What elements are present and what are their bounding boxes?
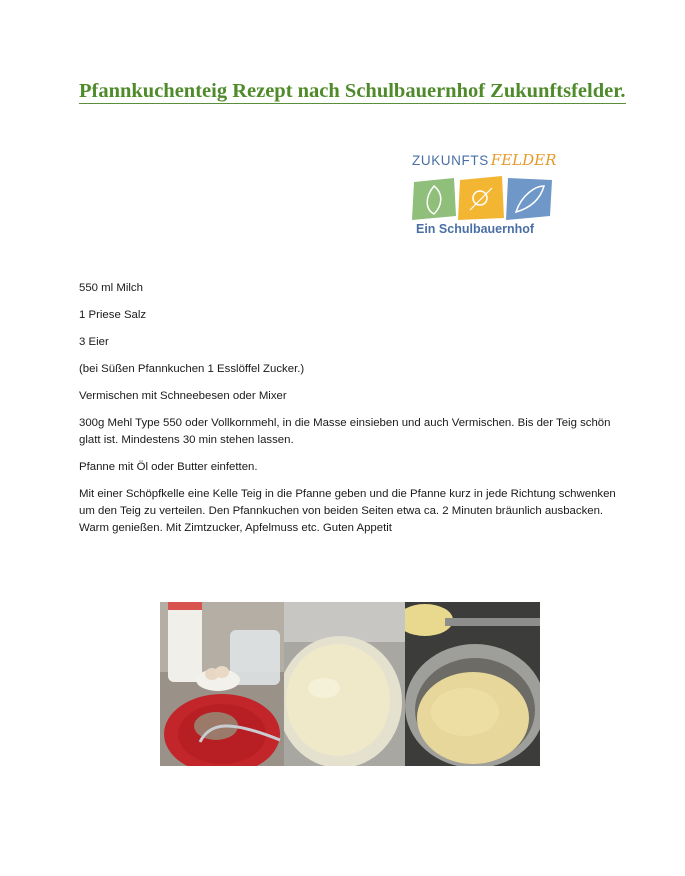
- ingredient-milk: 550 ml Milch: [79, 282, 143, 294]
- logo-subtitle: Ein Schulbauernhof: [416, 222, 535, 236]
- step-flour: 300g Mehl Type 550 oder Vollkornmehl, in die Masse einsieben und auch Vermischen. Bis der Teig schön glatt ist. Mindestens 30 min stehen lassen.: [79, 417, 611, 446]
- photo-strip: [160, 602, 540, 766]
- step-grease-pan: Pfanne mit Öl oder Butter einfetten.: [79, 461, 258, 473]
- zukunftsfelder-logo: [410, 150, 560, 240]
- logo-wordmark: [412, 150, 556, 171]
- ingredients-photo: [160, 602, 284, 766]
- logo-word-zukunfts: ZUKUNFTS: [412, 153, 489, 168]
- step-mix: Vermischen mit Schneebesen oder Mixer: [79, 390, 287, 402]
- logo-tiles-icon: [410, 176, 555, 222]
- step-bake: Mit einer Schöpfkelle eine Kelle Teig in die Pfanne geben und die Pfanne kurz in jede Richtung schwenken um den Teig zu verteilen. Den Pfannkuchen von beiden Seiten etwa ca. 2 Minuten bräunlich ausbacken. Warm genießen. Mit Zimtzucker, Apfelmuss etc. Guten Appetit: [79, 488, 616, 534]
- batter-photo: [284, 602, 405, 766]
- recipe-title: Pfannkuchenteig Rezept nach Schulbauernhof Zukunftsfelder.: [79, 80, 626, 102]
- logo-word-felder: FELDER: [490, 151, 557, 169]
- ingredient-eggs: 3 Eier: [79, 336, 109, 348]
- ingredient-salt: 1 Priese Salz: [79, 309, 147, 321]
- sugar-note: (bei Süßen Pfannkuchen 1 Esslöffel Zucker.): [79, 363, 305, 375]
- pancake-photo: [405, 602, 540, 766]
- recipe-body: [79, 280, 619, 547]
